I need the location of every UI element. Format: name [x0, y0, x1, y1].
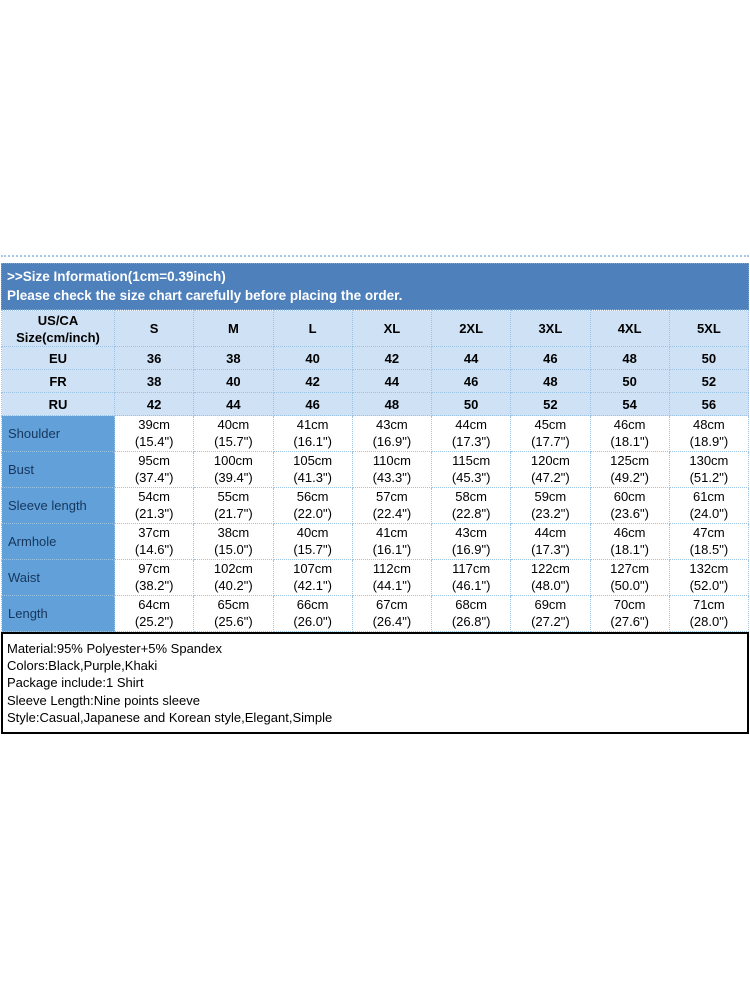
region-label-eu: EU — [2, 347, 115, 370]
measurement-cell — [273, 488, 352, 524]
measurement-cell — [115, 596, 194, 632]
inch-value: (43.3") — [372, 469, 412, 485]
measurement-cell — [194, 488, 273, 524]
product-info-package: Package include:1 Shirt — [7, 675, 144, 691]
measurement-cell — [194, 560, 273, 596]
cm-value: 71cm — [692, 597, 725, 612]
measurement-cell — [352, 488, 431, 524]
measurement-cell — [352, 596, 431, 632]
measurement-cell — [590, 596, 669, 632]
cm-value: 95cm — [138, 453, 171, 468]
region-value: 46 — [273, 393, 352, 416]
region-value: 42 — [115, 393, 194, 416]
banner-title: >>Size Information(1cm=0.39inch) — [7, 269, 226, 284]
cm-value: 39cm — [138, 417, 171, 432]
measurement-cell — [273, 452, 352, 488]
measurement-cell — [511, 416, 590, 452]
cm-value: 41cm — [375, 525, 408, 540]
region-value: 48 — [352, 393, 431, 416]
inch-value: (39.4") — [214, 469, 253, 485]
cm-value: 70cm — [613, 597, 646, 612]
cm-value: 66cm — [296, 597, 329, 612]
cm-value: 59cm — [534, 489, 567, 504]
inch-value: (16.1") — [372, 541, 412, 557]
region-value: 42 — [273, 370, 352, 393]
measurement-cell — [432, 488, 511, 524]
measurement-cell — [115, 560, 194, 596]
measurement-label-armhole: Armhole — [2, 524, 115, 560]
cm-value: 105cm — [293, 453, 333, 468]
size-col-header-l: L — [273, 311, 352, 347]
measurement-cell — [511, 596, 590, 632]
inch-value: (22.0") — [293, 505, 332, 521]
corner-cell — [2, 311, 115, 347]
measurement-cell — [432, 452, 511, 488]
cm-value: 44cm — [534, 525, 567, 540]
region-value: 50 — [590, 370, 669, 393]
measurement-cell — [590, 488, 669, 524]
measurement-cell — [511, 488, 590, 524]
size-col-header-3xl: 3XL — [511, 311, 590, 347]
measurement-cell — [352, 524, 431, 560]
inch-value: (44.1") — [372, 577, 412, 593]
corner-line2: Size(cm/inch) — [16, 329, 100, 345]
inch-value: (48.0") — [531, 577, 570, 593]
measurement-label-waist: Waist — [2, 560, 115, 596]
corner-line1: US/CA — [37, 312, 79, 328]
region-value: 40 — [273, 347, 352, 370]
inch-value: (17.3") — [451, 433, 491, 449]
cm-value: 130cm — [689, 453, 729, 468]
measurement-cell — [352, 452, 431, 488]
inch-value: (27.6") — [610, 613, 649, 629]
measurement-cell — [115, 452, 194, 488]
region-value: 48 — [511, 370, 590, 393]
product-info-material: Material:95% Polyester+5% Spandex — [7, 641, 222, 656]
inch-value: (52.0") — [689, 577, 729, 593]
measurement-row-waist — [2, 560, 749, 596]
size-col-header-5xl: 5XL — [669, 311, 748, 347]
measurement-cell — [432, 596, 511, 632]
measurement-cell — [590, 524, 669, 560]
cm-value: 68cm — [455, 597, 488, 612]
region-value: 54 — [590, 393, 669, 416]
cm-value: 56cm — [296, 489, 329, 504]
region-value: 46 — [432, 370, 511, 393]
region-value: 44 — [194, 393, 273, 416]
cm-value: 97cm — [138, 561, 171, 576]
cm-value: 46cm — [613, 525, 646, 540]
inch-value: (16.9") — [451, 541, 491, 557]
measurement-label-shoulder: Shoulder — [2, 416, 115, 452]
region-label-ru: RU — [2, 393, 115, 416]
region-value: 46 — [511, 347, 590, 370]
cm-value: 60cm — [613, 489, 646, 504]
cm-value: 107cm — [293, 561, 333, 576]
region-label-fr: FR — [2, 370, 115, 393]
inch-value: (37.4") — [134, 469, 174, 485]
cm-value: 117cm — [452, 561, 491, 576]
inch-value: (17.7") — [531, 433, 570, 449]
measurement-row-bust — [2, 452, 749, 488]
region-value: 52 — [669, 370, 748, 393]
inch-value: (15.7") — [293, 541, 332, 557]
size-header-row — [2, 311, 749, 347]
cm-value: 40cm — [217, 417, 250, 432]
cm-value: 47cm — [692, 525, 725, 540]
cm-value: 125cm — [610, 453, 650, 468]
measurement-cell — [273, 416, 352, 452]
size-col-header-xl: XL — [352, 311, 431, 347]
cm-value: 54cm — [138, 489, 171, 504]
cm-value: 55cm — [217, 489, 250, 504]
cm-value: 67cm — [375, 597, 408, 612]
measurement-cell — [194, 524, 273, 560]
measurement-cell — [590, 560, 669, 596]
measurement-label-sleeve-length: Sleeve length — [2, 488, 115, 524]
size-col-header-m: M — [194, 311, 273, 347]
region-value: 42 — [352, 347, 431, 370]
cm-value: 115cm — [452, 453, 491, 468]
region-value: 50 — [669, 347, 748, 370]
measurement-cell — [669, 488, 748, 524]
cm-value: 37cm — [138, 525, 171, 540]
measurement-cell — [432, 524, 511, 560]
inch-value: (41.3") — [293, 469, 332, 485]
cm-value: 100cm — [213, 453, 253, 468]
cm-value: 44cm — [455, 417, 488, 432]
region-value: 40 — [194, 370, 273, 393]
cm-value: 61cm — [692, 489, 725, 504]
cm-value: 46cm — [613, 417, 646, 432]
measurement-cell — [590, 452, 669, 488]
cm-value: 112cm — [372, 561, 411, 576]
region-value: 36 — [115, 347, 194, 370]
measurement-cell — [669, 560, 748, 596]
product-info-sleeve-length: Sleeve Length:Nine points sleeve — [7, 692, 200, 708]
measurement-cell — [511, 524, 590, 560]
cm-value: 64cm — [138, 597, 171, 612]
size-chart-table — [1, 310, 749, 632]
measurement-label-bust: Bust — [2, 452, 115, 488]
inch-value: (18.1") — [610, 541, 649, 557]
inch-value: (47.2") — [531, 469, 570, 485]
cm-value: 102cm — [213, 561, 253, 576]
top-whitespace — [0, 0, 750, 255]
inch-value: (45.3") — [451, 469, 491, 485]
measurement-cell — [115, 524, 194, 560]
inch-value: (17.3") — [531, 541, 570, 557]
region-row-fr — [2, 370, 749, 393]
measurement-cell — [669, 596, 748, 632]
measurement-cell — [432, 416, 511, 452]
measurement-cell — [432, 560, 511, 596]
region-value: 48 — [590, 347, 669, 370]
region-value: 56 — [669, 393, 748, 416]
measurement-cell — [273, 560, 352, 596]
inch-value: (21.3") — [134, 505, 174, 521]
inch-value: (16.1") — [293, 433, 332, 449]
cm-value: 38cm — [217, 525, 250, 540]
inch-value: (18.9") — [689, 433, 729, 449]
inch-value: (38.2") — [134, 577, 174, 593]
cm-value: 65cm — [217, 597, 250, 612]
inch-value: (18.5") — [689, 541, 729, 557]
region-value: 52 — [511, 393, 590, 416]
measurement-cell — [352, 416, 431, 452]
cm-value: 132cm — [689, 561, 729, 576]
region-row-eu — [2, 347, 749, 370]
measurement-cell — [511, 452, 590, 488]
inch-value: (42.1") — [293, 577, 332, 593]
product-info-colors: Colors:Black,Purple,Khaki — [7, 658, 158, 674]
product-info-style: Style:Casual,Japanese and Korean style,Elegant,Simple — [7, 709, 333, 725]
inch-value: (22.4") — [372, 505, 412, 521]
size-col-header-s: S — [115, 311, 194, 347]
inch-value: (25.2") — [134, 613, 174, 629]
measurement-cell — [115, 416, 194, 452]
inch-value: (21.7") — [214, 505, 253, 521]
measurement-cell — [273, 524, 352, 560]
inch-value: (15.7") — [214, 433, 253, 449]
measurement-row-shoulder — [2, 416, 749, 452]
product-info-box — [1, 632, 749, 734]
measurement-row-armhole — [2, 524, 749, 560]
inch-value: (40.2") — [214, 577, 253, 593]
size-info-banner — [1, 263, 749, 310]
inch-value: (26.0") — [293, 613, 332, 629]
inch-value: (26.4") — [372, 613, 412, 629]
inch-value: (15.4") — [134, 433, 174, 449]
cm-value: 69cm — [534, 597, 567, 612]
region-value: 50 — [432, 393, 511, 416]
size-col-header-2xl: 2XL — [432, 311, 511, 347]
region-row-ru — [2, 393, 749, 416]
measurement-row-sleeve-length — [2, 488, 749, 524]
measurement-cell — [352, 560, 431, 596]
cm-value: 122cm — [530, 561, 570, 576]
inch-value: (26.8") — [451, 613, 491, 629]
inch-value: (23.2") — [531, 505, 570, 521]
measurement-row-length — [2, 596, 749, 632]
inch-value: (28.0") — [689, 613, 729, 629]
measurement-cell — [273, 596, 352, 632]
inch-value: (14.6") — [134, 541, 174, 557]
inch-value: (16.9") — [372, 433, 412, 449]
measurement-cell — [669, 524, 748, 560]
measurement-cell — [590, 416, 669, 452]
cm-value: 43cm — [455, 525, 488, 540]
region-value: 38 — [194, 347, 273, 370]
cm-value: 120cm — [530, 453, 570, 468]
inch-value: (51.2") — [689, 469, 729, 485]
measurement-cell — [194, 416, 273, 452]
cm-value: 48cm — [692, 417, 725, 432]
cm-value: 127cm — [610, 561, 650, 576]
banner-subtitle: Please check the size chart carefully before placing the order. — [7, 287, 403, 303]
inch-value: (24.0") — [689, 505, 729, 521]
inch-value: (25.6") — [214, 613, 253, 629]
inch-value: (22.8") — [451, 505, 491, 521]
measurement-cell — [669, 416, 748, 452]
cm-value: 41cm — [296, 417, 329, 432]
inch-value: (15.0") — [214, 541, 253, 557]
measurement-cell — [669, 452, 748, 488]
region-value: 44 — [432, 347, 511, 370]
cm-value: 40cm — [296, 525, 329, 540]
region-value: 38 — [115, 370, 194, 393]
cm-value: 43cm — [375, 417, 408, 432]
measurement-cell — [194, 452, 273, 488]
inch-value: (18.1") — [610, 433, 649, 449]
cm-value: 58cm — [455, 489, 488, 504]
top-dotted-divider — [1, 255, 749, 257]
inch-value: (46.1") — [451, 577, 491, 593]
measurement-label-length: Length — [2, 596, 115, 632]
measurement-cell — [115, 488, 194, 524]
cm-value: 45cm — [534, 417, 567, 432]
inch-value: (49.2") — [610, 469, 649, 485]
inch-value: (27.2") — [531, 613, 570, 629]
measurement-cell — [511, 560, 590, 596]
cm-value: 57cm — [375, 489, 408, 504]
region-value: 44 — [352, 370, 431, 393]
measurement-cell — [194, 596, 273, 632]
cm-value: 110cm — [372, 453, 411, 468]
inch-value: (23.6") — [610, 505, 649, 521]
size-col-header-4xl: 4XL — [590, 311, 669, 347]
inch-value: (50.0") — [610, 577, 649, 593]
